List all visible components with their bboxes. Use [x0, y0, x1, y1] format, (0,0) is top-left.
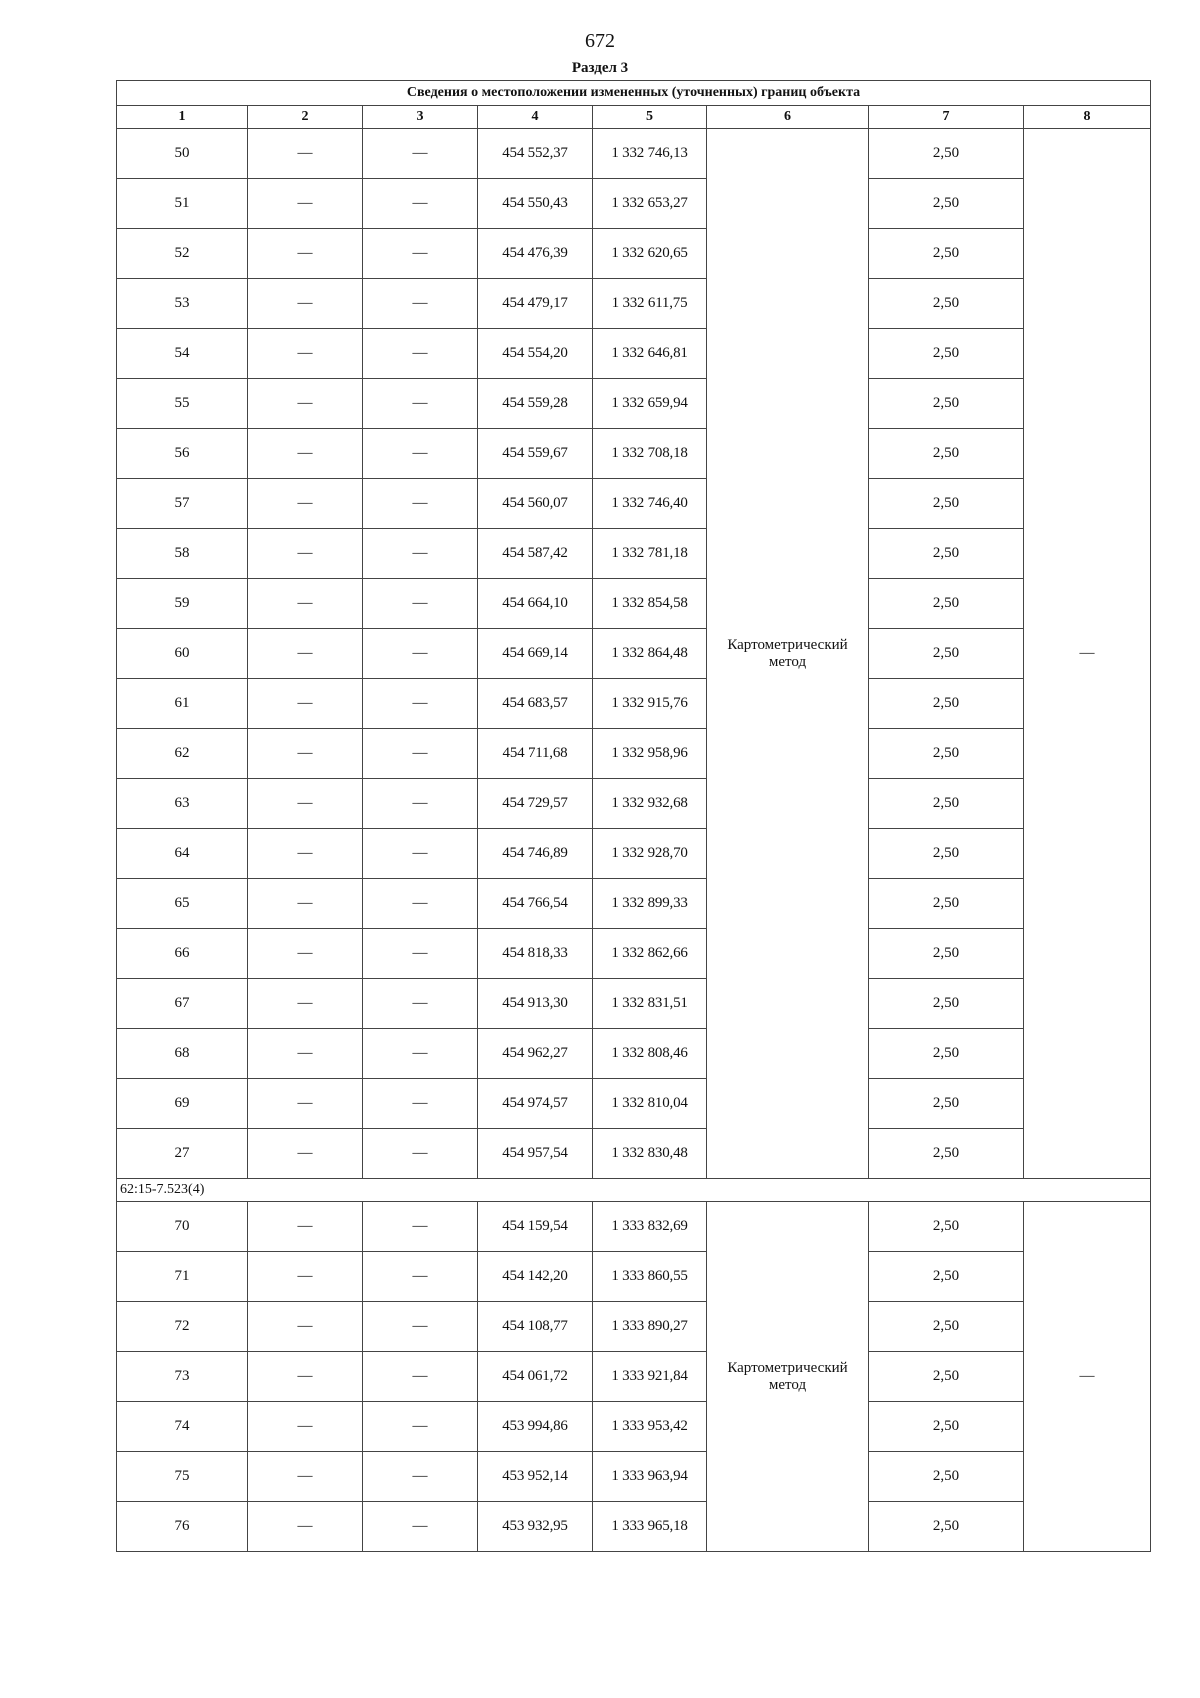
x-coordinate-cell: 454 560,07 [478, 479, 593, 529]
page-number: 672 [585, 30, 615, 52]
table-row [117, 679, 1151, 729]
table-row [117, 379, 1151, 429]
col2-cell: — [248, 1502, 363, 1552]
x-coordinate-cell: 454 108,77 [478, 1302, 593, 1352]
point-number-cell: 54 [117, 329, 248, 379]
accuracy-cell: 2,50 [869, 429, 1024, 479]
col3-cell: — [363, 229, 478, 279]
point-number-cell: 65 [117, 879, 248, 929]
column-number-header: 7 [869, 106, 1024, 129]
y-coordinate-cell: 1 332 932,68 [593, 779, 707, 829]
column-number-header: 4 [478, 106, 593, 129]
col3-cell: — [363, 479, 478, 529]
y-coordinate-cell: 1 332 899,33 [593, 879, 707, 929]
col2-cell: — [248, 1302, 363, 1352]
col3-cell: — [363, 1302, 478, 1352]
col2-cell: — [248, 679, 363, 729]
point-number-cell: 55 [117, 379, 248, 429]
table-row [117, 229, 1151, 279]
point-number-cell: 69 [117, 1079, 248, 1129]
col3-cell: — [363, 979, 478, 1029]
table-row [117, 279, 1151, 329]
col8-cell: — [1024, 129, 1151, 1179]
x-coordinate-cell: 454 587,42 [478, 529, 593, 579]
y-coordinate-cell: 1 332 746,40 [593, 479, 707, 529]
x-coordinate-cell: 454 729,57 [478, 779, 593, 829]
y-coordinate-cell: 1 333 921,84 [593, 1352, 707, 1402]
col2-cell: — [248, 629, 363, 679]
y-coordinate-cell: 1 332 620,65 [593, 229, 707, 279]
table-row [117, 1302, 1151, 1352]
table-row [117, 1079, 1151, 1129]
table-row [117, 129, 1151, 179]
col3-cell: — [363, 429, 478, 479]
point-number-cell: 71 [117, 1252, 248, 1302]
x-coordinate-cell: 454 766,54 [478, 879, 593, 929]
accuracy-cell: 2,50 [869, 1129, 1024, 1179]
table-row [117, 1452, 1151, 1502]
col3-cell: — [363, 1352, 478, 1402]
col2-cell: — [248, 479, 363, 529]
table-row [117, 629, 1151, 679]
table-row [117, 579, 1151, 629]
x-coordinate-cell: 454 550,43 [478, 179, 593, 229]
col3-cell: — [363, 1202, 478, 1252]
x-coordinate-cell: 454 552,37 [478, 129, 593, 179]
x-coordinate-cell: 454 559,67 [478, 429, 593, 479]
point-number-cell: 68 [117, 1029, 248, 1079]
table-row [117, 779, 1151, 829]
x-coordinate-cell: 454 669,14 [478, 629, 593, 679]
col2-cell: — [248, 879, 363, 929]
point-number-cell: 59 [117, 579, 248, 629]
col2-cell: — [248, 1402, 363, 1452]
accuracy-cell: 2,50 [869, 1202, 1024, 1252]
x-coordinate-cell: 454 746,89 [478, 829, 593, 879]
point-number-cell: 63 [117, 779, 248, 829]
accuracy-cell: 2,50 [869, 729, 1024, 779]
col2-cell: — [248, 829, 363, 879]
y-coordinate-cell: 1 332 915,76 [593, 679, 707, 729]
point-number-cell: 70 [117, 1202, 248, 1252]
x-coordinate-cell: 454 957,54 [478, 1129, 593, 1179]
point-number-cell: 53 [117, 279, 248, 329]
section-title: Раздел 3 [571, 60, 629, 76]
x-coordinate-cell: 454 683,57 [478, 679, 593, 729]
col3-cell: — [363, 929, 478, 979]
y-coordinate-cell: 1 332 708,18 [593, 429, 707, 479]
col3-cell: — [363, 279, 478, 329]
point-number-cell: 51 [117, 179, 248, 229]
x-coordinate-cell: 453 994,86 [478, 1402, 593, 1452]
col3-cell: — [363, 1079, 478, 1129]
point-number-cell: 56 [117, 429, 248, 479]
column-number-header: 3 [363, 106, 478, 129]
y-coordinate-cell: 1 333 965,18 [593, 1502, 707, 1552]
col2-cell: — [248, 1452, 363, 1502]
table-row [117, 1029, 1151, 1079]
col2-cell: — [248, 1079, 363, 1129]
point-number-cell: 27 [117, 1129, 248, 1179]
table-row [117, 1129, 1151, 1179]
col2-cell: — [248, 1352, 363, 1402]
boundary-coordinates-table [116, 80, 1151, 1552]
y-coordinate-cell: 1 332 659,94 [593, 379, 707, 429]
column-number-header: 5 [593, 106, 707, 129]
y-coordinate-cell: 1 332 646,81 [593, 329, 707, 379]
y-coordinate-cell: 1 332 864,48 [593, 629, 707, 679]
column-number-header: 8 [1024, 106, 1151, 129]
col3-cell: — [363, 129, 478, 179]
accuracy-cell: 2,50 [869, 1452, 1024, 1502]
accuracy-cell: 2,50 [869, 329, 1024, 379]
col3-cell: — [363, 629, 478, 679]
col3-cell: — [363, 1129, 478, 1179]
table-row [117, 729, 1151, 779]
table-row [117, 879, 1151, 929]
table-row [117, 929, 1151, 979]
x-coordinate-cell: 454 142,20 [478, 1252, 593, 1302]
accuracy-cell: 2,50 [869, 379, 1024, 429]
col3-cell: — [363, 1252, 478, 1302]
col3-cell: — [363, 679, 478, 729]
x-coordinate-cell: 454 962,27 [478, 1029, 593, 1079]
x-coordinate-cell: 454 559,28 [478, 379, 593, 429]
col2-cell: — [248, 779, 363, 829]
table-row [117, 979, 1151, 1029]
accuracy-cell: 2,50 [869, 1402, 1024, 1452]
accuracy-cell: 2,50 [869, 279, 1024, 329]
col2-cell: — [248, 579, 363, 629]
col2-cell: — [248, 279, 363, 329]
x-coordinate-cell: 454 711,68 [478, 729, 593, 779]
y-coordinate-cell: 1 332 831,51 [593, 979, 707, 1029]
x-coordinate-cell: 454 159,54 [478, 1202, 593, 1252]
col2-cell: — [248, 1029, 363, 1079]
col3-cell: — [363, 1452, 478, 1502]
col3-cell: — [363, 1402, 478, 1452]
x-coordinate-cell: 454 818,33 [478, 929, 593, 979]
accuracy-cell: 2,50 [869, 1502, 1024, 1552]
accuracy-cell: 2,50 [869, 779, 1024, 829]
y-coordinate-cell: 1 333 860,55 [593, 1252, 707, 1302]
accuracy-cell: 2,50 [869, 479, 1024, 529]
point-number-cell: 50 [117, 129, 248, 179]
accuracy-cell: 2,50 [869, 129, 1024, 179]
accuracy-cell: 2,50 [869, 1079, 1024, 1129]
col3-cell: — [363, 379, 478, 429]
col2-cell: — [248, 929, 363, 979]
point-number-cell: 75 [117, 1452, 248, 1502]
col3-cell: — [363, 729, 478, 779]
col3-cell: — [363, 779, 478, 829]
col2-cell: — [248, 379, 363, 429]
point-number-cell: 73 [117, 1352, 248, 1402]
table-row [117, 479, 1151, 529]
table-row [117, 1402, 1151, 1452]
table-row [117, 829, 1151, 879]
col2-cell: — [248, 979, 363, 1029]
accuracy-cell: 2,50 [869, 829, 1024, 879]
col2-cell: — [248, 129, 363, 179]
point-number-cell: 64 [117, 829, 248, 879]
x-coordinate-cell: 454 061,72 [478, 1352, 593, 1402]
accuracy-cell: 2,50 [869, 1252, 1024, 1302]
col8-cell: — [1024, 1202, 1151, 1552]
col3-cell: — [363, 1029, 478, 1079]
y-coordinate-cell: 1 332 854,58 [593, 579, 707, 629]
y-coordinate-cell: 1 332 653,27 [593, 179, 707, 229]
x-coordinate-cell: 453 932,95 [478, 1502, 593, 1552]
col3-cell: — [363, 179, 478, 229]
accuracy-cell: 2,50 [869, 679, 1024, 729]
column-number-header: 2 [248, 106, 363, 129]
accuracy-cell: 2,50 [869, 1029, 1024, 1079]
table-row [117, 1202, 1151, 1252]
y-coordinate-cell: 1 332 611,75 [593, 279, 707, 329]
accuracy-cell: 2,50 [869, 879, 1024, 929]
y-coordinate-cell: 1 332 810,04 [593, 1079, 707, 1129]
y-coordinate-cell: 1 332 808,46 [593, 1029, 707, 1079]
y-coordinate-cell: 1 332 928,70 [593, 829, 707, 879]
y-coordinate-cell: 1 333 963,94 [593, 1452, 707, 1502]
accuracy-cell: 2,50 [869, 979, 1024, 1029]
y-coordinate-cell: 1 332 862,66 [593, 929, 707, 979]
col3-cell: — [363, 1502, 478, 1552]
x-coordinate-cell: 454 974,57 [478, 1079, 593, 1129]
y-coordinate-cell: 1 332 781,18 [593, 529, 707, 579]
column-number-header: 6 [707, 106, 869, 129]
point-number-cell: 60 [117, 629, 248, 679]
x-coordinate-cell: 453 952,14 [478, 1452, 593, 1502]
col2-cell: — [248, 1252, 363, 1302]
point-number-cell: 66 [117, 929, 248, 979]
col3-cell: — [363, 329, 478, 379]
accuracy-cell: 2,50 [869, 1352, 1024, 1402]
col2-cell: — [248, 179, 363, 229]
col2-cell: — [248, 729, 363, 779]
point-number-cell: 52 [117, 229, 248, 279]
point-number-cell: 67 [117, 979, 248, 1029]
accuracy-cell: 2,50 [869, 529, 1024, 579]
table-row [117, 1502, 1151, 1552]
group-label-row [117, 1179, 1151, 1202]
accuracy-cell: 2,50 [869, 629, 1024, 679]
col2-cell: — [248, 429, 363, 479]
y-coordinate-cell: 1 332 746,13 [593, 129, 707, 179]
point-number-cell: 74 [117, 1402, 248, 1452]
table-row [117, 329, 1151, 379]
accuracy-cell: 2,50 [869, 229, 1024, 279]
col2-cell: — [248, 1202, 363, 1252]
accuracy-cell: 2,50 [869, 579, 1024, 629]
point-number-cell: 58 [117, 529, 248, 579]
column-number-header: 1 [117, 106, 248, 129]
x-coordinate-cell: 454 479,17 [478, 279, 593, 329]
x-coordinate-cell: 454 554,20 [478, 329, 593, 379]
y-coordinate-cell: 1 332 830,48 [593, 1129, 707, 1179]
table-row [117, 529, 1151, 579]
accuracy-cell: 2,50 [869, 1302, 1024, 1352]
group-label: 62:15-7.523(4) [117, 1179, 1151, 1202]
x-coordinate-cell: 454 913,30 [478, 979, 593, 1029]
y-coordinate-cell: 1 333 832,69 [593, 1202, 707, 1252]
y-coordinate-cell: 1 333 890,27 [593, 1302, 707, 1352]
accuracy-cell: 2,50 [869, 929, 1024, 979]
table-row [117, 1352, 1151, 1402]
table-caption: Сведения о местоположении измененных (уточненных) границ объекта [117, 81, 1151, 106]
col3-cell: — [363, 879, 478, 929]
point-number-cell: 57 [117, 479, 248, 529]
point-number-cell: 72 [117, 1302, 248, 1352]
table-row [117, 429, 1151, 479]
col2-cell: — [248, 1129, 363, 1179]
col3-cell: — [363, 579, 478, 629]
y-coordinate-cell: 1 333 953,42 [593, 1402, 707, 1452]
col3-cell: — [363, 829, 478, 879]
point-number-cell: 62 [117, 729, 248, 779]
col2-cell: — [248, 229, 363, 279]
accuracy-cell: 2,50 [869, 179, 1024, 229]
table-row [117, 1252, 1151, 1302]
point-number-cell: 76 [117, 1502, 248, 1552]
col3-cell: — [363, 529, 478, 579]
method-cell: Картометрический метод [707, 1202, 869, 1552]
point-number-cell: 61 [117, 679, 248, 729]
col2-cell: — [248, 329, 363, 379]
col2-cell: — [248, 529, 363, 579]
x-coordinate-cell: 454 476,39 [478, 229, 593, 279]
x-coordinate-cell: 454 664,10 [478, 579, 593, 629]
table-row [117, 179, 1151, 229]
method-cell: Картометрический метод [707, 129, 869, 1179]
y-coordinate-cell: 1 332 958,96 [593, 729, 707, 779]
